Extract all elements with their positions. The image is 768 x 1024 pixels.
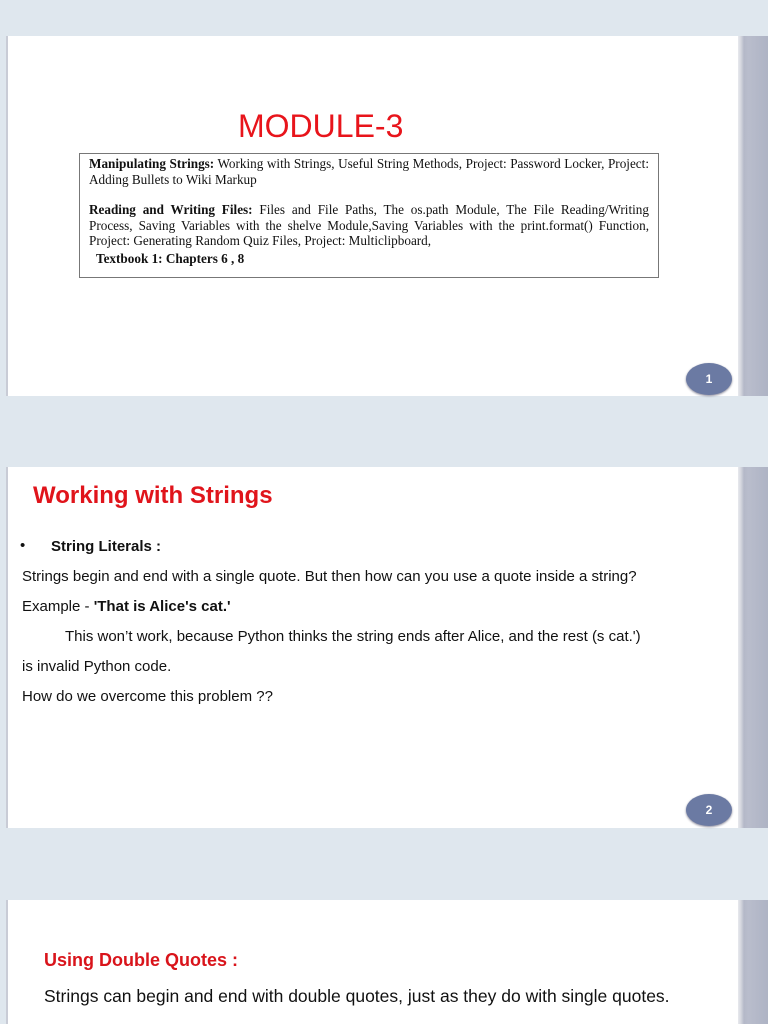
topic-label: Reading and Writing Files:	[89, 202, 253, 217]
text-line: How do we overcome this problem ??	[22, 688, 273, 705]
bullet: •	[20, 537, 26, 554]
example-label: Example -	[22, 598, 94, 615]
text-line: is invalid Python code.	[22, 658, 172, 675]
text-line: Strings begin and end with a single quote. But then how can you use a quote inside a string?	[22, 568, 637, 585]
slide-title: Working with Strings	[33, 482, 273, 509]
slide-2	[6, 467, 738, 828]
scrollbar-track	[738, 900, 768, 1024]
syllabus-box	[79, 153, 659, 278]
text-line: Strings can begin and end with double quotes, just as they do with single quotes.	[44, 986, 670, 1006]
scrollbar-track	[738, 36, 768, 396]
slide-title: Using Double Quotes :	[44, 950, 239, 970]
slide-title: MODULE-3	[238, 108, 404, 144]
page-number-badge: 1	[686, 363, 732, 395]
bullet-label: String Literals :	[51, 538, 162, 555]
text-line: This won’t work, because Python thinks the string ends after Alice, and the rest (s cat.')	[65, 628, 641, 645]
scrollbar-track	[738, 467, 768, 828]
topic-text: Working with Strings, Useful String Methods, Project: Password Locker, Project: Adding Bullets to Wiki Markup	[89, 156, 649, 187]
textbook-ref: Textbook 1: Chapters 6 , 8	[96, 250, 245, 266]
topic-text: Files and File Paths, The os.path Module, The File Reading/Writing Process, Saving Variables with the shelve Module,Saving Variables with the print.format() Function, Project: Generating Random Quiz Files, Project: Multiclipboard,	[89, 202, 649, 248]
page-number-badge: 2	[686, 794, 732, 826]
example-code: 'That is Alice's cat.'	[93, 598, 231, 615]
topic-label: Manipulating Strings:	[89, 156, 215, 171]
